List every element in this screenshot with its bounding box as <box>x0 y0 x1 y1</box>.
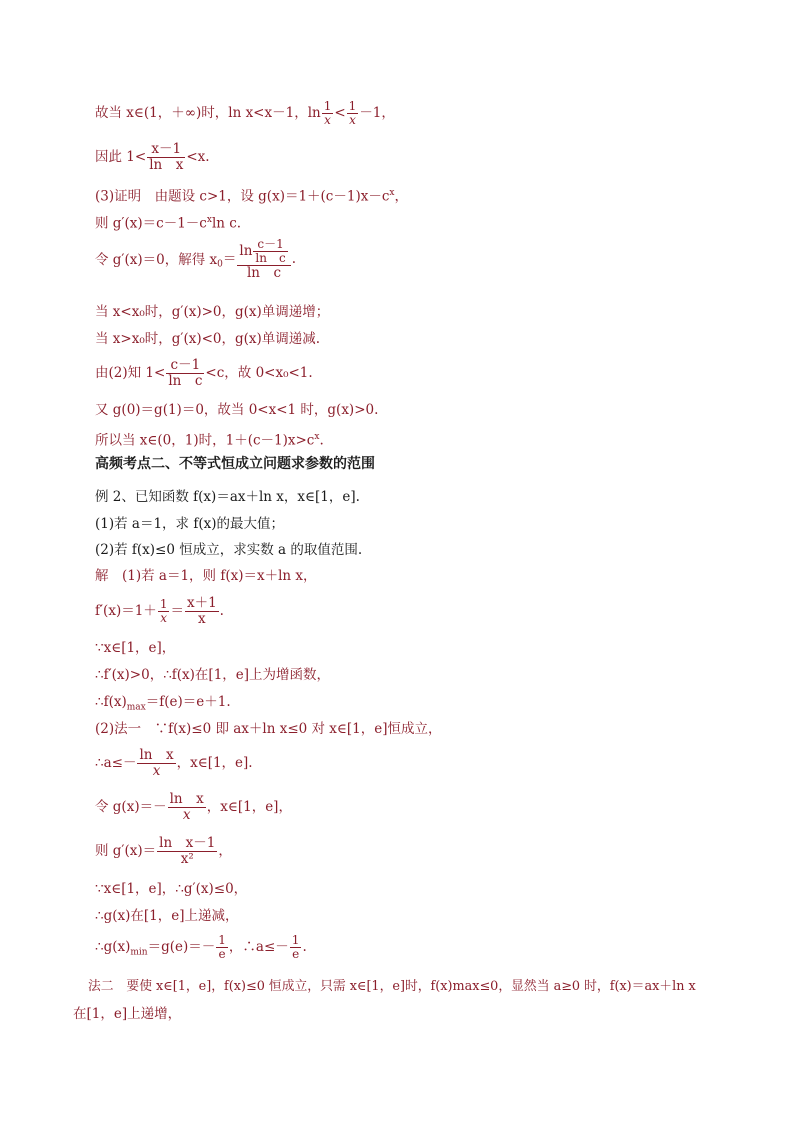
fraction <box>322 100 334 127</box>
line-solve-x0 <box>95 238 296 281</box>
text: ， <box>394 188 408 205</box>
text: 在[1，e]上递增， <box>73 1006 182 1022</box>
numerator: ln x <box>139 747 174 763</box>
text: <x. <box>186 149 210 165</box>
subscript: 0 <box>217 259 223 270</box>
denominator: x <box>197 611 206 627</box>
fraction <box>137 748 175 779</box>
numerator: 1 <box>291 933 300 947</box>
numerator: 1 <box>348 99 357 113</box>
text: 当 x<x₀时，g′(x)>0，g(x)单调递增； <box>95 304 330 320</box>
text: ，∴a≤－ <box>228 939 289 955</box>
text: ∵x∈[1，e]， <box>95 640 176 656</box>
text: ∴f′(x)>0，∴f(x)在[1，e]上为增函数， <box>95 667 331 683</box>
fraction <box>168 792 206 823</box>
text: ，x∈[1，e]. <box>176 755 253 771</box>
numerator <box>237 238 290 266</box>
text: 则 g′(x)＝ <box>95 843 157 859</box>
text: (2)法一 ∵f(x)≤0 即 ax＋ln x≤0 对 x∈[1，e]恒成立， <box>95 721 442 737</box>
line-method-2-cont <box>73 1005 181 1023</box>
subscript: min <box>130 947 148 958</box>
text: 由(2)知 1< <box>95 365 166 381</box>
text: . <box>219 603 224 619</box>
fraction <box>157 836 217 867</box>
text: ，x∈[1，e]， <box>206 799 292 815</box>
superscript: x <box>389 188 395 198</box>
subscript: max <box>126 702 146 713</box>
text: 例 2、已知函数 f(x)＝ax＋ln x，x∈[1，e]. <box>95 489 360 505</box>
line-a-bound <box>95 748 253 779</box>
text: (3)证明 由题设 c>1，设 g(x)＝1＋(c－1)x－c <box>95 188 390 205</box>
denominator: ln c <box>246 265 282 281</box>
fraction <box>253 238 287 265</box>
numerator: ln x－1 <box>159 835 216 851</box>
text: <c，故 0<x₀<1. <box>205 365 313 381</box>
nested-fraction <box>237 238 290 281</box>
superscript: x <box>206 215 212 225</box>
fraction <box>347 100 359 127</box>
text: (2)若 f(x)≤0 恒成立，求实数 a 的取值范围. <box>95 542 363 558</box>
denominator: x² <box>180 851 194 867</box>
text: ln c. <box>211 215 242 232</box>
denominator: x <box>324 113 331 127</box>
line-method-2 <box>88 978 696 996</box>
text: ＝ <box>222 251 237 267</box>
denominator: e <box>292 947 300 961</box>
fraction <box>185 596 219 627</box>
text: 因此 1< <box>95 149 147 165</box>
fraction <box>158 598 170 625</box>
numerator: x－1 <box>147 142 185 158</box>
line-from-2 <box>95 358 313 389</box>
fraction <box>290 934 302 961</box>
example-part-2 <box>95 541 362 559</box>
example-part-1 <box>95 515 284 533</box>
denominator: x <box>349 113 356 127</box>
text: . <box>291 251 296 267</box>
line-method-1 <box>95 720 442 738</box>
text: ln <box>239 243 253 259</box>
superscript: x <box>314 432 320 442</box>
text: 则 g′(x)＝c－1－c <box>95 215 207 232</box>
denominator: x <box>160 611 168 625</box>
text: (1)若 a＝1，求 f(x)的最大值； <box>95 516 284 532</box>
line-conclusion <box>95 428 324 450</box>
text: ＝ <box>170 603 184 619</box>
text: ∴f(x) <box>95 694 127 710</box>
denominator: ln x <box>149 157 184 173</box>
line-ln-inequality <box>95 100 395 127</box>
numerator: c－1 <box>253 238 287 252</box>
line-define-g <box>95 792 292 823</box>
line-derivative <box>95 211 241 233</box>
text: ＝f(e)＝e＋1. <box>145 694 231 710</box>
numerator: ln x <box>169 791 204 807</box>
numerator: 1 <box>323 99 332 113</box>
line-also <box>95 401 378 419</box>
text: －1， <box>359 105 395 121</box>
text: 令 g′(x)＝0，解得 x <box>95 251 218 268</box>
line-proof-3 <box>95 184 408 206</box>
line-gprime-sign <box>95 880 247 898</box>
example-statement <box>95 488 360 506</box>
text: . <box>302 939 307 955</box>
text: ∵x∈[1，e]，∴g′(x)≤0， <box>95 881 248 897</box>
text: 又 g(0)＝g(1)＝0，故当 0<x<1 时，g(x)>0. <box>95 402 379 418</box>
text: 所以当 x∈(0，1)时，1＋(c－1)x>c <box>95 432 315 449</box>
text: . <box>319 432 324 449</box>
line-increasing-fn <box>95 666 330 684</box>
text: 故当 x∈(1，＋∞)时，ln x<x－1，ln <box>95 105 321 121</box>
numerator: 1 <box>159 597 168 611</box>
denominator: ln c <box>255 251 286 265</box>
heading-text: 高频考点二、不等式恒成立问题求参数的范围 <box>95 456 375 472</box>
text: ∴g(x) <box>95 939 131 955</box>
line-because-domain <box>95 639 175 657</box>
denominator: ln c <box>168 373 203 389</box>
line-g-decreasing <box>95 907 239 925</box>
text: ， <box>218 843 232 859</box>
line-decreasing <box>95 330 320 348</box>
denominator: x <box>182 807 191 823</box>
text: ＝g(e)＝－ <box>147 939 216 955</box>
numerator: x＋1 <box>186 595 217 611</box>
fraction <box>147 142 185 173</box>
line-gmin <box>95 934 307 962</box>
text: 当 x>x₀时，g′(x)<0，g(x)单调递减. <box>95 331 321 347</box>
line-fprime <box>95 596 224 627</box>
denominator: x <box>152 763 161 779</box>
line-increasing <box>95 303 329 321</box>
denominator: e <box>218 947 226 961</box>
text: < <box>334 105 346 121</box>
line-gprime <box>95 836 232 867</box>
fraction <box>216 934 228 961</box>
text: 解 (1)若 a＝1，则 f(x)＝x＋ln x， <box>95 568 317 584</box>
numerator: c－1 <box>166 358 204 374</box>
text: ∴a≤－ <box>95 755 137 771</box>
solution-1 <box>95 567 317 585</box>
line-fmax <box>95 693 231 717</box>
text: 令 g(x)＝－ <box>95 799 167 815</box>
section-heading <box>95 455 375 473</box>
text: ∴g(x)在[1，e]上递减， <box>95 908 239 924</box>
numerator: 1 <box>218 933 226 947</box>
text: 法二 要使 x∈[1，e]，f(x)≤0 恒成立，只需 x∈[1，e]时，f(x)max≤0，显然当 a≥0 时，f(x)＝ax＋ln x <box>88 979 696 994</box>
text: f′(x)＝1＋ <box>95 603 157 619</box>
fraction <box>166 358 204 389</box>
line-therefore <box>95 142 210 173</box>
